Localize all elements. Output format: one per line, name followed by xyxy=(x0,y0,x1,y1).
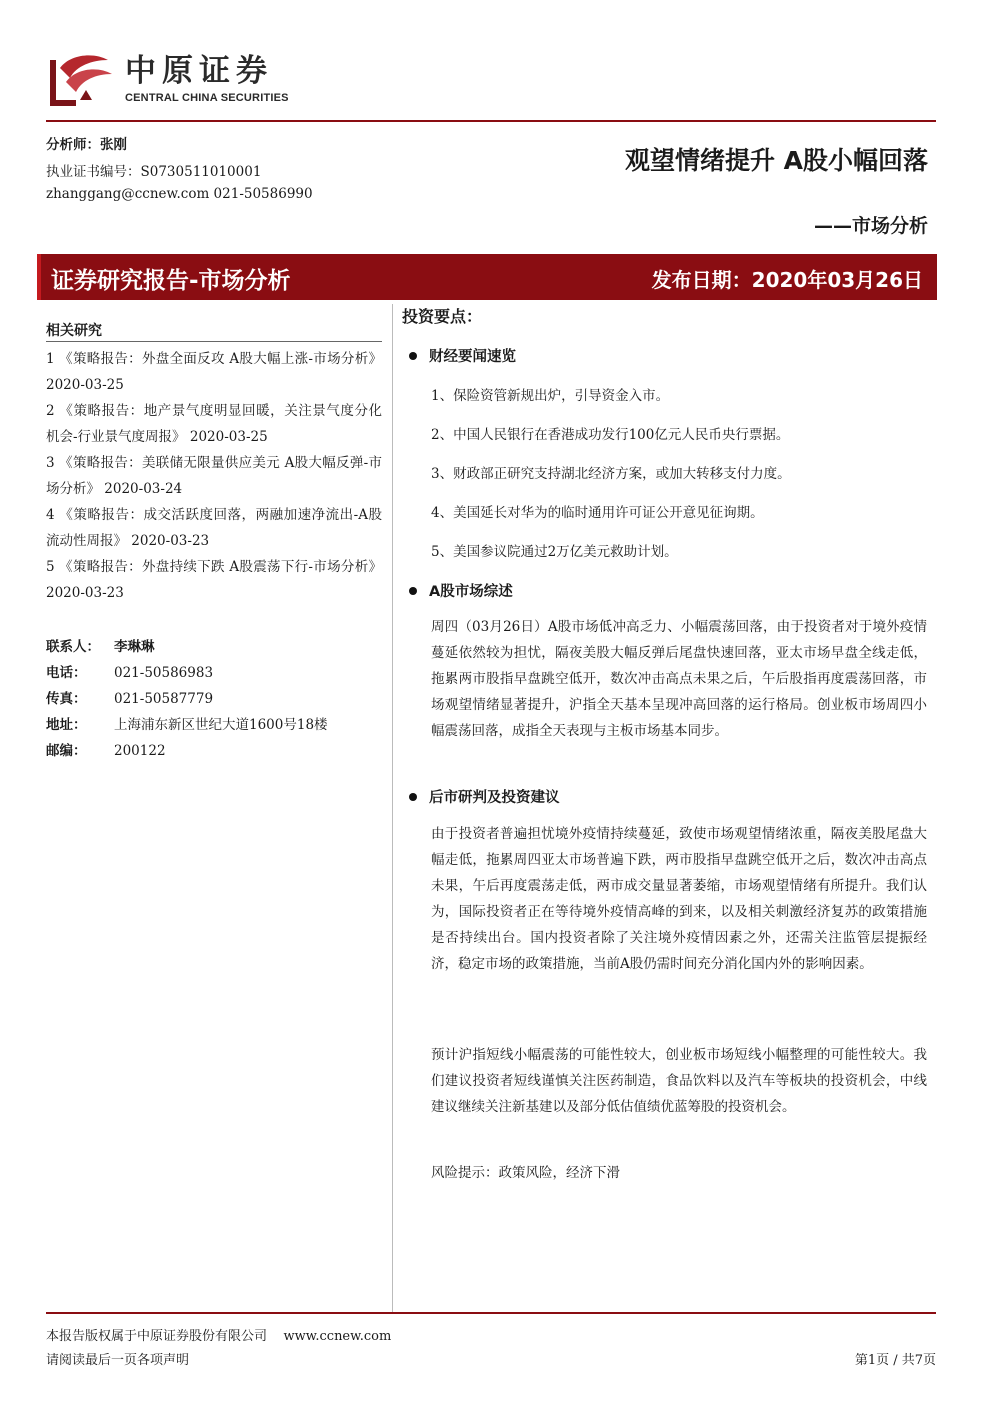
risk-warning: 风险提示：政策风险，经济下滑 xyxy=(431,1165,620,1181)
company-name-cn: 中原证券 xyxy=(125,53,273,89)
report-title: 观望情绪提升 A股小幅回落 xyxy=(624,146,928,175)
section-heading-label: 后市研判及投资建议 xyxy=(429,790,560,806)
bullet-icon xyxy=(409,793,417,801)
contact-zip: 200122 xyxy=(114,743,166,759)
footer-notice: 请阅读最后一页各项声明 xyxy=(46,1353,190,1368)
outlook-paragraph: 由于投资者普遍担忧境外疫情持续蔓延，致使市场观望情绪浓重，隔夜美股尾盘大幅走低，拖累周四亚太市场普遍下跌，两市股指早盘跳空低开之后，数次冲击高点未果，午后再度震荡走低，两市成交量显著萎缩，市场观望情绪有所提升。我们认为，国际投资者正在等待境外疫情高峰的到来，以及相关刺激经济复苏的政策措施是否持续出台。国内投资者除了关注境外疫情因素之外，还需关注监管层提振经济，稳定市场的政策措施，当前A股仍需时间充分消化国内外的影响因素。 xyxy=(431,826,927,972)
report-banner xyxy=(37,254,937,300)
news-item: 1、保险资管新规出炉，引导资金入市。 xyxy=(431,388,670,404)
footer-copyright: 本报告版权属于中原证券股份有限公司 www.ccnew.com xyxy=(46,1329,392,1344)
contact-zip-label: 邮编： xyxy=(46,743,87,759)
contact-phone-row xyxy=(46,660,386,686)
news-item: 4、美国延长对华为的临时通用许可证公开意见征询期。 xyxy=(431,505,764,521)
analyst-name: 分析师：张刚 xyxy=(46,137,127,153)
related-research-item: 1 《策略报告：外盘全面反攻 A股大幅上涨-市场分析》 2020-03-25 xyxy=(46,351,382,393)
news-item: 5、美国参议院通过2万亿美元救助计划。 xyxy=(431,544,678,560)
report-subtitle: ——市场分析 xyxy=(813,215,928,237)
section-heading-outlook xyxy=(409,786,560,807)
investment-points-title: 投资要点： xyxy=(402,307,483,326)
section-heading-market xyxy=(409,580,513,601)
contact-address: 上海浦东新区世纪大道1600号18楼 xyxy=(114,717,328,733)
analyst-certificate: 执业证书编号：S0730511010001 xyxy=(46,164,262,180)
news-item: 2、中国人民银行在香港成功发行100亿元人民币央行票据。 xyxy=(431,427,790,443)
contact-fax-row xyxy=(46,686,386,712)
bullet-icon xyxy=(409,587,417,595)
contact-phone-label: 电话： xyxy=(46,665,87,681)
contact-fax: 021-50587779 xyxy=(114,691,214,707)
column-divider xyxy=(392,304,393,1314)
related-research-item: 2 《策略报告：地产景气度明显回暖，关注景气度分化机会-行业景气度周报》 2020-03-25 xyxy=(46,403,382,445)
analyst-contact: zhanggang@ccnew.com 021-50586990 xyxy=(46,186,313,202)
bullet-icon xyxy=(409,352,417,360)
contact-phone: 021-50586983 xyxy=(114,665,214,681)
company-logo-icon xyxy=(46,50,116,108)
contact-fax-label: 传真： xyxy=(46,691,87,707)
related-research-item: 4 《策略报告：成交活跃度回落，两融加速净流出-A股流动性周报》 2020-03-23 xyxy=(46,507,382,549)
section-heading-news xyxy=(409,345,516,366)
related-research-list xyxy=(46,346,382,606)
banner-publish-date: 发布日期：2020年03月26日 xyxy=(651,268,923,292)
news-item: 3、财政部正研究支持湖北经济方案，或加大转移支付力度。 xyxy=(431,466,791,482)
footer-divider xyxy=(46,1312,936,1314)
header-divider xyxy=(46,120,936,122)
market-summary-paragraph: 周四（03月26日）A股市场低冲高乏力、小幅震荡回落，由于投资者对于境外疫情蔓延依然较为担忧，隔夜美股大幅反弹后尾盘快速回落，亚太市场早盘全线走低，拖累两市股指早盘跳空低开，数次冲击高点未果之后，午后股指再度震荡回落，市场观望情绪显著提升，沪指全天基本呈现冲高回落的运行格局。创业板市场周四小幅震荡回落，成指全天表现与主板市场基本同步。 xyxy=(431,619,927,739)
related-research-title: 相关研究 xyxy=(46,323,102,339)
contact-person-name: 李琳琳 xyxy=(114,639,155,655)
related-research-item: 3 《策略报告：美联储无限量供应美元 A股大幅反弹-市场分析》 2020-03-24 xyxy=(46,455,382,497)
contact-zip-row xyxy=(46,738,386,764)
section-heading-label: 财经要闻速览 xyxy=(429,349,516,365)
outlook-paragraph: 预计沪指短线小幅震荡的可能性较大，创业板市场短线小幅整理的可能性较大。我们建议投资者短线谨慎关注医药制造，食品饮料以及汽车等板块的投资机会，中线建议继续关注新基建以及部分低估值绩优蓝筹股的投资机会。 xyxy=(431,1047,927,1115)
related-research-item: 5 《策略报告：外盘持续下跌 A股震荡下行-市场分析》 2020-03-23 xyxy=(46,559,382,601)
contact-person-row xyxy=(46,634,386,660)
contact-address-label: 地址： xyxy=(46,717,87,733)
contact-address-row xyxy=(46,712,386,738)
company-name-en: CENTRAL CHINA SECURITIES xyxy=(125,92,289,104)
related-research-divider xyxy=(46,341,382,342)
footer-page-number: 第1页 / 共7页 xyxy=(854,1353,936,1368)
contact-person-label: 联系人： xyxy=(46,639,100,655)
contact-block xyxy=(46,634,386,764)
section-heading-label: A股市场综述 xyxy=(429,584,513,600)
banner-category: 证券研究报告-市场分析 xyxy=(51,268,291,294)
